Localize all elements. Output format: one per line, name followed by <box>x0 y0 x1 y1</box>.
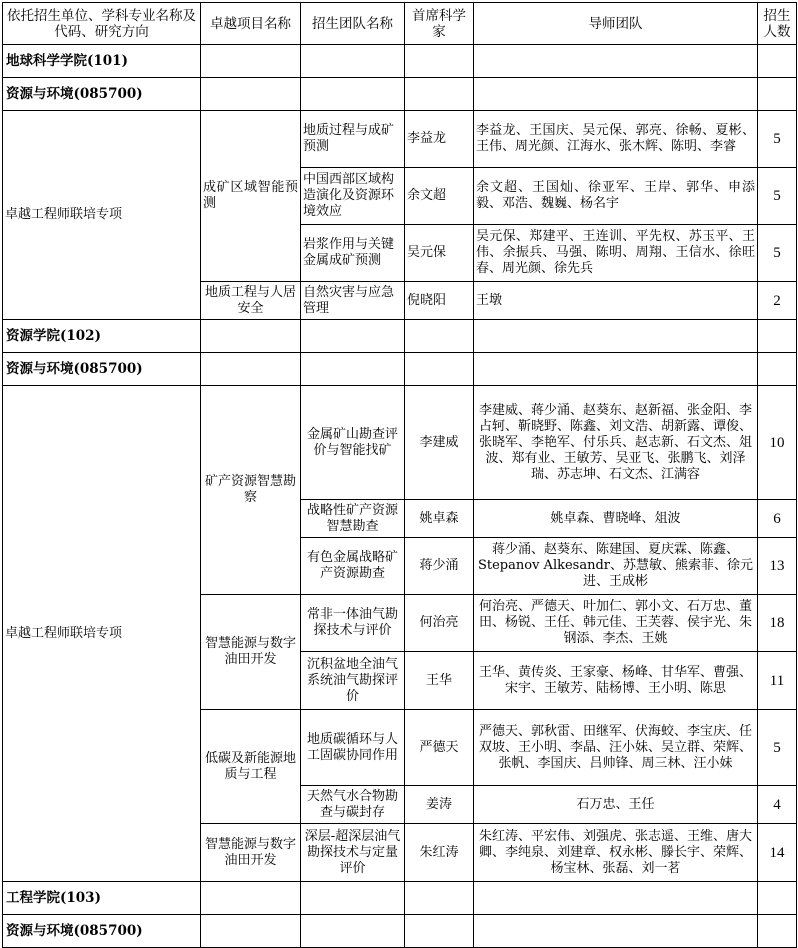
major-name: 资源与环境(085700) <box>3 353 201 386</box>
table-row <box>3 111 797 168</box>
chief-cell: 姚卓森 <box>405 500 474 538</box>
header-row <box>3 3 797 45</box>
chief-cell: 朱红涛 <box>405 824 474 882</box>
project-cell: 地质工程与人居安全 <box>201 282 301 320</box>
quota-cell: 5 <box>758 111 797 168</box>
mentors-cell: 蒋少涌、赵葵东、陈建国、夏庆霖、陈鑫、Stepanov Alkesandr、苏慧敏、熊索菲、徐元进、王成彬 <box>474 538 758 595</box>
chief-cell: 余文超 <box>405 168 474 225</box>
team-cell: 常非一体油气勘探技术与评价 <box>301 595 405 652</box>
quota-cell: 5 <box>758 710 797 786</box>
team-cell: 地质过程与成矿预测 <box>301 111 405 168</box>
enrollment-table <box>2 2 797 948</box>
chief-cell: 何治亮 <box>405 595 474 652</box>
section-row <box>3 78 797 111</box>
mentors-cell: 王华、黄传炎、王家豪、杨峰、甘华军、曹强、宋宇、王敏芳、陆杨博、王小明、陈思 <box>474 652 758 710</box>
section-row <box>3 45 797 78</box>
quota-cell: 2 <box>758 282 797 320</box>
quota-cell: 13 <box>758 538 797 595</box>
mentors-cell: 姚卓森、曹晓峰、俎波 <box>474 500 758 538</box>
header-unit: 依托招生单位、学科专业名称及代码、研究方向 <box>3 3 201 45</box>
quota-cell: 18 <box>758 595 797 652</box>
chief-cell: 李建威 <box>405 386 474 500</box>
header-mentors: 导师团队 <box>474 3 758 45</box>
section-row <box>3 320 797 353</box>
header-team: 招生团队名称 <box>301 3 405 45</box>
mentors-cell: 李益龙、王国庆、吴元保、郭亮、徐畅、夏彬、王伟、周光颜、江海水、张木辉、陈明、李睿 <box>474 111 758 168</box>
chief-cell: 严德天 <box>405 710 474 786</box>
chief-cell: 姜涛 <box>405 786 474 824</box>
chief-cell: 李益龙 <box>405 111 474 168</box>
header-project: 卓越项目名称 <box>201 3 301 45</box>
mentors-cell: 余文超、王国灿、徐亚军、王岸、郭华、申添毅、邓浩、魏巍、杨名宇 <box>474 168 758 225</box>
team-cell: 深层-超深层油气勘探技术与定量评价 <box>301 824 405 882</box>
chief-cell: 吴元保 <box>405 225 474 282</box>
section-row <box>3 915 797 948</box>
project-cell: 智慧能源与数字油田开发 <box>201 824 301 882</box>
quota-cell: 4 <box>758 786 797 824</box>
section-row <box>3 353 797 386</box>
mentors-cell: 石万忠、王任 <box>474 786 758 824</box>
direction-cell: 卓越工程师联培专项 <box>3 111 201 320</box>
chief-cell: 王华 <box>405 652 474 710</box>
team-cell: 沉积盆地全油气系统油气勘探评价 <box>301 652 405 710</box>
mentors-cell: 何治亮、严德天、叶加仁、郭小文、石万忠、董田、杨锐、王任、韩元佳、王芙蓉、侯宇光、朱钢添、李杰、王姚 <box>474 595 758 652</box>
quota-cell: 6 <box>758 500 797 538</box>
quota-cell: 11 <box>758 652 797 710</box>
team-cell: 岩浆作用与关键金属成矿预测 <box>301 225 405 282</box>
quota-cell: 14 <box>758 824 797 882</box>
mentors-cell: 吴元保、郑建平、王连训、平先权、苏玉平、王伟、余振兵、马强、陈明、周翔、王信水、徐旺春、周光颜、徐先兵 <box>474 225 758 282</box>
quota-cell: 10 <box>758 386 797 500</box>
team-cell: 自然灾害与应急管理 <box>301 282 405 320</box>
quota-cell: 5 <box>758 168 797 225</box>
table-row <box>3 386 797 500</box>
mentors-cell: 朱红涛、平宏伟、刘强虎、张志遥、王维、唐大卿、李纯泉、刘建章、权永彬、滕长宇、荣辉、杨宝林、张磊、刘一茗 <box>474 824 758 882</box>
school-name: 工程学院(103) <box>3 882 201 915</box>
team-cell: 金属矿山勘查评价与智能找矿 <box>301 386 405 500</box>
team-cell: 天然气水合物勘查与碳封存 <box>301 786 405 824</box>
team-cell: 地质碳循环与人工固碳协同作用 <box>301 710 405 786</box>
quota-cell: 5 <box>758 225 797 282</box>
project-cell: 成矿区域智能预测 <box>201 111 301 282</box>
project-cell: 低碳及新能源地质与工程 <box>201 710 301 824</box>
direction-cell: 卓越工程师联培专项 <box>3 386 201 882</box>
header-chief: 首席科学家 <box>405 3 474 45</box>
chief-cell: 蒋少涌 <box>405 538 474 595</box>
header-quota: 招生人数 <box>758 3 797 45</box>
mentors-cell: 严德天、郭秋雷、田继军、伏海蛟、李宝庆、任双坡、王小明、李晶、汪小妹、吴立群、荣辉、张帆、李国庆、吕帅锋、周三林、汪小妹 <box>474 710 758 786</box>
major-name: 资源与环境(085700) <box>3 915 201 948</box>
project-cell: 矿产资源智慧勘察 <box>201 386 301 595</box>
school-name: 地球科学学院(101) <box>3 45 201 78</box>
section-row <box>3 882 797 915</box>
team-cell: 中国西部区域构造演化及资源环境效应 <box>301 168 405 225</box>
school-name: 资源学院(102) <box>3 320 201 353</box>
mentors-cell: 李建威、蒋少涌、赵葵东、赵新福、张金阳、李占轲、靳晓野、陈鑫、刘文浩、胡新露、谭俊、张晓军、李艳军、付乐兵、赵志新、石文杰、俎波、郑有业、王敏芳、吴亚飞、张鹏飞、刘泽瑞、苏志坤、石文杰、江满容 <box>474 386 758 500</box>
major-name: 资源与环境(085700) <box>3 78 201 111</box>
mentors-cell: 王墩 <box>474 282 758 320</box>
chief-cell: 倪晓阳 <box>405 282 474 320</box>
project-cell: 智慧能源与数字油田开发 <box>201 595 301 710</box>
team-cell: 有色金属战略矿产资源勘查 <box>301 538 405 595</box>
team-cell: 战略性矿产资源智慧勘查 <box>301 500 405 538</box>
